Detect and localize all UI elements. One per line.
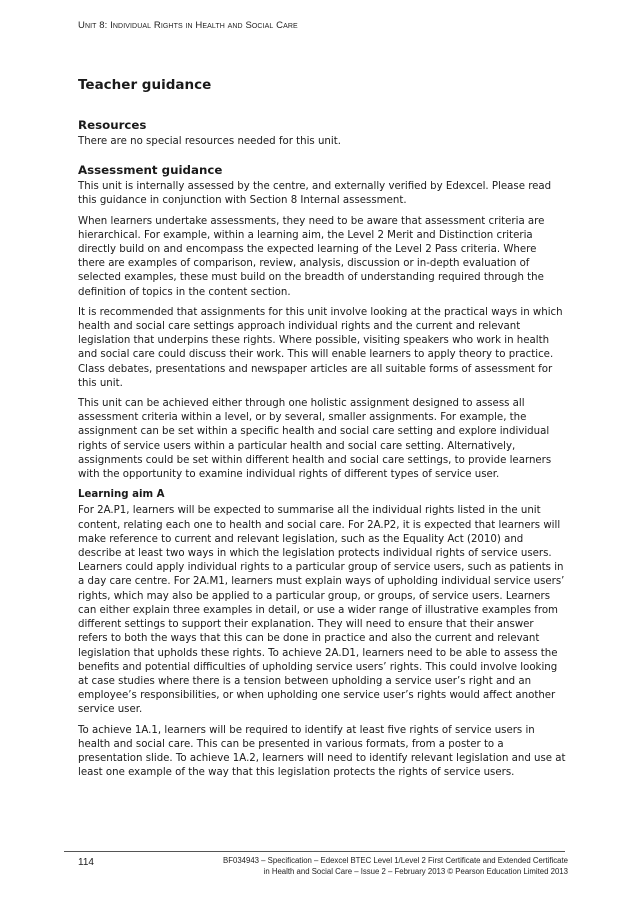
page-number: 114 xyxy=(78,857,94,868)
assessment-paragraph: It is recommended that assignments for this unit involve looking at the practical ways in which health and social care settings approach individual rights and the current and relevant legislation that underpins these rights. Where possible, visiting speakers who work in health and social care could discuss their work. This will enable learners to apply theory to practice. Class debates, presentations and newspaper articles are all suitable forms of assessment for this unit. xyxy=(78,306,563,389)
learning-aim-a-paragraph: For 2A.P1, learners will be expected to summarise all the individual rights listed in the unit content, relating each one to health and social care. For 2A.P2, it is expected that learners will make reference to current and relevant legislation, such as the Equality Act (2010) and describe at least two ways in which the legislation protects individual rights of service users. Learners could apply individual rights to a particular group of service users, such as patients in a day care centre. For 2A.M1, learners must explain ways of upholding individual service users’ rights, which may also be applied to a particular group, or groups, of service users. Learners can either explain three examples in detail, or use a wider range of illustrative examples from different settings to support their explanation. They will need to ensure that their answer refers to both the ways that this can be done in practice and also the current and relevant legislation that upholds these rights. To achieve 2A.D1, learners need to be able to assess the benefits and potential difficulties of upholding service users’ rights. This could involve looking at case studies where there is a tension between upholding a service user’s right and an employee’s responsibilities, or when upholding one service user’s rights would affect another service user. xyxy=(78,505,565,716)
footer-line: in Health and Social Care – Issue 2 – February 2013 © Pearson Education Limited 2013 xyxy=(263,867,568,876)
assessment-guidance-heading: Assessment guidance xyxy=(78,163,223,178)
footer-line: BF034943 – Specification – Edexcel BTEC Level 1/Level 2 First Certificate and Extended Certificate xyxy=(223,856,568,865)
assessment-paragraph: This unit can be achieved either through one holistic assignment designed to assess all assessment criteria within a level, or by several, smaller assignments. For example, the assignment can be set within a specific health and social care setting and explore individual rights of service users within a particular health and social care setting. Alternatively, assignments could be set within different health and social care settings, to provide learners with the opportunity to examine individual rights of different types of service user. xyxy=(78,398,552,481)
assessment-paragraph: This unit is internally assessed by the centre, and externally verified by Edexcel. Please read this guidance in conjunction with Section 8 Internal assessment. xyxy=(78,181,552,207)
page-title: Teacher guidance xyxy=(78,77,212,93)
footer-divider xyxy=(64,851,565,852)
resources-heading: Resources xyxy=(78,118,147,132)
footer-citation xyxy=(168,855,568,877)
resources-text: There are no special resources needed for this unit. xyxy=(78,136,341,147)
learning-aim-a-heading: Learning aim A xyxy=(78,489,165,501)
assessment-paragraph: When learners undertake assessments, they need to be aware that assessment criteria are hierarchical. For example, within a learning aim, the Level 2 Merit and Distinction criteria directly build on and encompass the expected learning of the Level 2 Pass criteria. Where there are examples of comparison, review, analysis, discussion or in-depth evaluation of selected examples, these must build on the breadth of understanding required through the definition of topics in the content section. xyxy=(78,215,545,298)
learning-aim-a-paragraph: To achieve 1A.1, learners will be required to identify at least five rights of service users in health and social care. This can be presented in various formats, from a poster to a presentation slide. To achieve 1A.2, learners will need to identify relevant legislation and use at least one example of the way that this legislation protects the rights of service users. xyxy=(78,724,566,779)
running-header: Unit 8: Individual Rights in Health and Social Care xyxy=(78,20,298,31)
main-content xyxy=(78,76,566,786)
